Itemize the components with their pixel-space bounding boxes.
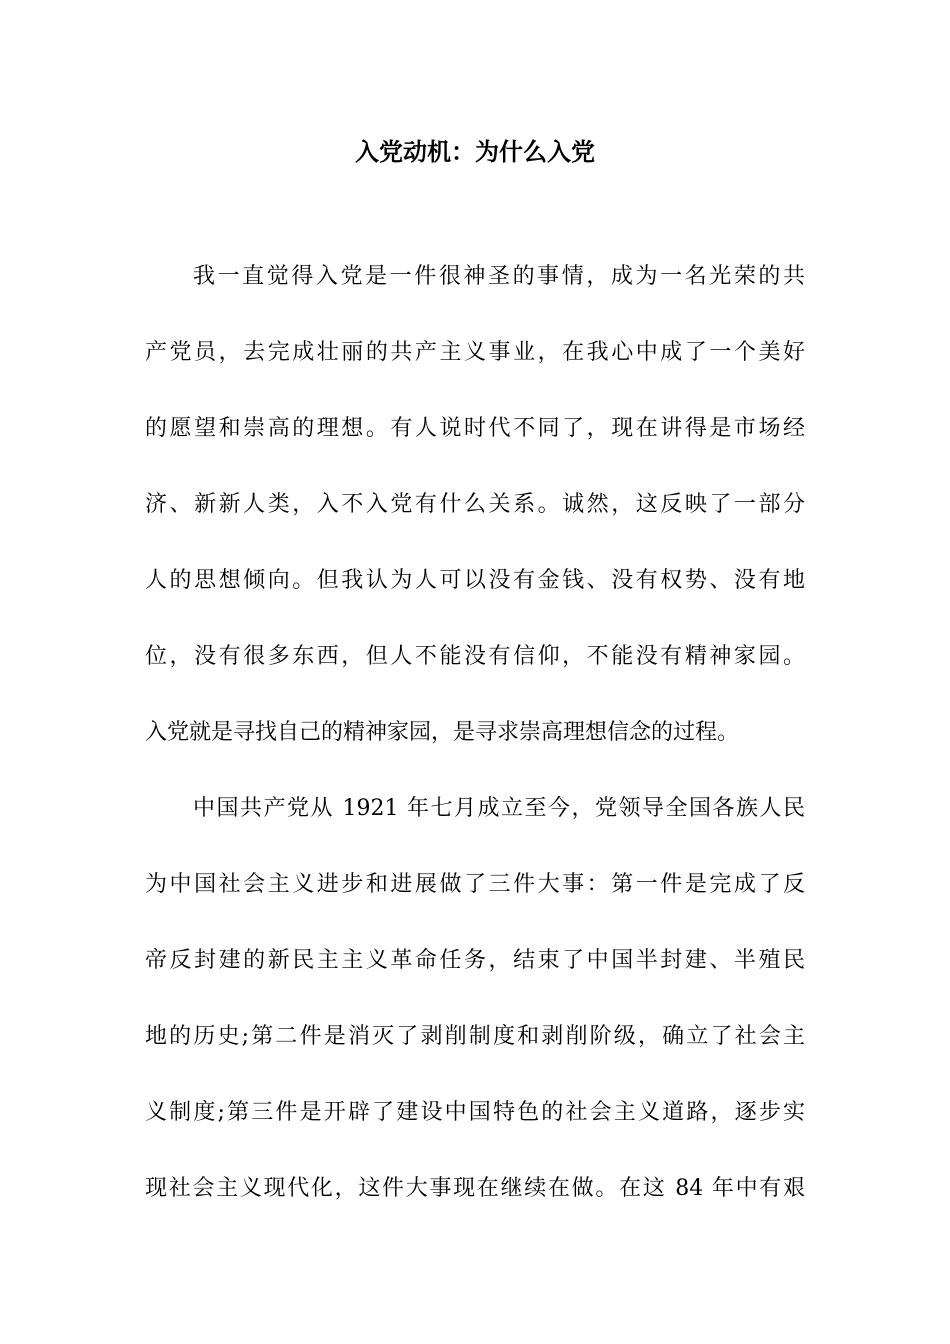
- paragraph-2-line-1: 中国共产党从 1921 年七月成立至今，党领导全国各族人民: [193, 796, 805, 821]
- paragraph-2-line-6: 现社会主义现代化，这件大事现在继续在做。在这 84 年中有艰: [145, 1176, 805, 1201]
- paragraph-1-line-4: 济、新新人类，入不入党有什么关系。诚然，这反映了一部分: [145, 492, 805, 517]
- paragraph-1-line-3: 的愿望和崇高的理想。有人说时代不同了，现在讲得是市场经: [145, 416, 805, 441]
- paragraph-1-line-5: 人的思想倾向。但我认为人可以没有金钱、没有权势、没有地: [145, 568, 805, 593]
- paragraph-1-line-2: 产党员，去完成壮丽的共产主义事业，在我心中成了一个美好: [145, 340, 805, 365]
- paragraph-2-line-4: 地的历史;第二件是消灭了剥削制度和剥削阶级，确立了社会主: [145, 1024, 805, 1049]
- paragraph-1-line-6: 位，没有很多东西，但人不能没有信仰，不能没有精神家园。: [145, 644, 805, 669]
- document-title: 入党动机：为什么入党: [355, 137, 595, 166]
- paragraph-1-line-1: 我一直觉得入党是一件很神圣的事情，成为一名光荣的共: [193, 264, 805, 289]
- paragraph-2-line-5: 义制度;第三件是开辟了建设中国特色的社会主义道路，逐步实: [145, 1100, 805, 1125]
- paragraph-1-line-7: 入党就是寻找自己的精神家园，是寻求崇高理想信念的过程。: [145, 720, 740, 745]
- paragraph-2-line-3: 帝反封建的新民主主义革命任务，结束了中国半封建、半殖民: [145, 948, 805, 973]
- paragraph-2-line-2: 为中国社会主义进步和进展做了三件大事：第一件是完成了反: [145, 872, 805, 897]
